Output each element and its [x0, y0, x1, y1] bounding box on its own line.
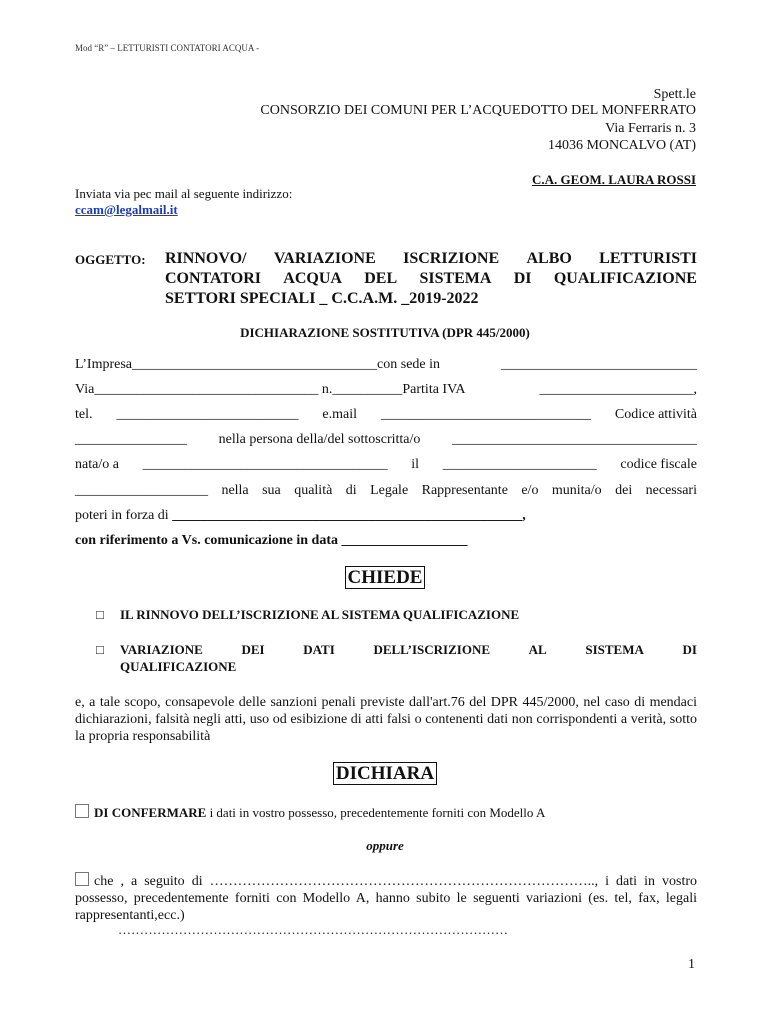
form-line-qualita	[75, 483, 697, 499]
oggetto-word: ACQUA	[283, 270, 342, 287]
pec-label: Inviata via pec mail al seguente indirizzo:	[75, 186, 293, 201]
dichiara-heading: DICHIARA	[333, 762, 437, 785]
qualita-word: nella	[221, 483, 249, 498]
qualita-word: sua	[262, 483, 281, 498]
consapevole-paragraph: e, a tale scopo, consapevole delle sanzioni penali previste dall'art.76 del DPR 445/2000, nel caso di mendaci dichiarazioni, falsità negli atti, uso od esibizione di atti falsi o contenenti dati non corrispondenti a verità, sotto la propria responsabilità	[75, 695, 697, 744]
variazione-word: DEI	[241, 642, 265, 657]
piva-field[interactable]: ______________________,	[539, 382, 697, 397]
checkbox-icon[interactable]	[75, 804, 89, 818]
form-line-impresa	[75, 357, 697, 373]
nato-label: nata/o a	[75, 457, 119, 472]
codice-fiscale-field[interactable]: ___________________	[75, 483, 208, 498]
oggetto-word: DEL	[364, 270, 398, 287]
form-line-nato	[75, 457, 697, 473]
poteri-field[interactable]: __________________________________________________,	[172, 508, 526, 523]
tel-label: tel.	[75, 407, 93, 422]
oggetto-line-3: SETTORI SPECIALI _ C.C.A.M. _2019-2022	[165, 290, 479, 307]
recipient-salutation: Spett.le	[653, 87, 696, 102]
form-line-persona	[75, 432, 697, 448]
page-number: 1	[688, 957, 695, 972]
recipient-street: Via Ferraris n. 3	[605, 121, 696, 136]
confermare-bold: DI CONFERMARE	[94, 805, 207, 820]
declaration-title: DICHIARAZIONE SOSTITUTIVA (DPR 445/2000)	[240, 325, 530, 340]
oggetto-word: QUALIFICAZIONE	[553, 270, 697, 287]
pec-email-link[interactable]: ccam@legalmail.it	[75, 202, 178, 217]
via-label: Via	[75, 382, 95, 397]
form-line-riferimento	[75, 533, 468, 549]
qualita-word: Rappresentante	[421, 483, 508, 498]
recipient-name: CONSORZIO DEI COMUNI PER L’ACQUEDOTTO DEL MONFERRATO	[260, 103, 696, 118]
qualita-word: munita/o	[551, 483, 602, 498]
impresa-field[interactable]: ___________________________________	[132, 357, 378, 372]
oggetto-label: OGGETTO:	[75, 252, 146, 267]
il-label: il	[411, 457, 420, 472]
nato-field[interactable]: ___________________________________	[142, 457, 388, 472]
checkbox-icon[interactable]	[75, 872, 89, 886]
chiede-option-variazione[interactable]	[96, 642, 104, 658]
variazione-word: DI	[682, 642, 697, 657]
persona-label: nella persona della/del sottoscritta/o	[218, 432, 421, 447]
email-field[interactable]: ______________________________	[380, 407, 591, 422]
oggetto-word: DI	[513, 270, 532, 287]
variazioni-dots-line[interactable]: ………………………………………………………………………………	[118, 922, 508, 937]
oggetto-word: RINNOVO/	[165, 250, 247, 267]
oggetto-line-2	[165, 270, 697, 288]
sede-field[interactable]: ____________________________	[501, 357, 697, 372]
oggetto-line-1	[165, 250, 697, 268]
dichiara-heading-wrap	[0, 763, 770, 785]
oggetto-word: LETTURISTI	[599, 250, 697, 267]
form-line-poteri	[75, 508, 526, 524]
variazione-word: DATI	[303, 642, 335, 657]
recipient-city: 14036 MONCALVO (AT)	[547, 138, 696, 153]
riferimento-text: con riferimento a Vs. comunicazione in data	[75, 533, 338, 548]
sede-label: con sede in	[377, 357, 441, 372]
qualita-word: e/o	[521, 483, 539, 498]
qualita-word: Legale	[370, 483, 409, 498]
checkbox-icon[interactable]: □	[96, 607, 104, 622]
oggetto-word: ALBO	[526, 250, 572, 267]
chiede-option-rinnovo-label: IL RINNOVO DELL’ISCRIZIONE AL SISTEMA QUALIFICAZIONE	[120, 607, 520, 622]
il-field[interactable]: ______________________	[442, 457, 597, 472]
confermare-rest: i dati in vostro possesso, precedentemente forniti con Modello A	[209, 805, 546, 820]
poteri-label: poteri in forza di	[75, 508, 169, 523]
oggetto-word: CONTATORI	[165, 270, 262, 287]
tel-field[interactable]: __________________________	[116, 407, 299, 422]
piva-label: Partita IVA	[402, 382, 466, 397]
document-header-note: Mod “R” – LETTURISTI CONTATORI ACQUA -	[75, 43, 260, 53]
variazione-word: VARIAZIONE	[120, 642, 203, 657]
qualita-word: qualità	[294, 483, 333, 498]
chiede-option-rinnovo[interactable]	[96, 607, 104, 623]
email-label: e.mail	[322, 407, 358, 422]
codice-attivita-field[interactable]: ________________	[75, 432, 187, 447]
n-label: n.	[321, 382, 333, 397]
variazione-word: SISTEMA	[585, 642, 644, 657]
variazioni-paragraph	[75, 872, 697, 924]
impresa-label: L’Impresa	[75, 357, 133, 372]
chiede-option-variazione-line2: QUALIFICAZIONE	[120, 659, 237, 674]
chiede-option-variazione-line1	[120, 642, 697, 658]
variazioni-text: che , a seguito di ……………………………………………………………………….., i dati in vostro possesso, precedentemente forniti con Modello A, hanno subito le seguenti variazioni (es. tel, fax, legali rappresentanti,ecc.)	[75, 874, 697, 923]
codice-attivita-label: Codice attività	[614, 407, 697, 422]
form-line-via	[75, 382, 697, 398]
codice-fiscale-label: codice fiscale	[620, 457, 697, 472]
chiede-heading: CHIEDE	[345, 566, 426, 589]
recipient-attention: C.A. GEOM. LAURA ROSSI	[532, 172, 696, 187]
riferimento-field[interactable]: __________________	[341, 533, 468, 548]
checkbox-icon[interactable]: □	[96, 642, 104, 657]
oggetto-word: VARIAZIONE	[273, 250, 376, 267]
n-field[interactable]: __________	[332, 382, 403, 397]
oggetto-word: SISTEMA	[419, 270, 492, 287]
variazione-word: AL	[528, 642, 547, 657]
via-field[interactable]: ________________________________	[94, 382, 319, 397]
form-line-tel	[75, 407, 697, 423]
oggetto-word: ISCRIZIONE	[403, 250, 500, 267]
chiede-heading-wrap	[0, 567, 770, 589]
dichiara-confermare	[75, 804, 545, 821]
variazione-word: DELL’ISCRIZIONE	[373, 642, 490, 657]
persona-field[interactable]: ___________________________________	[452, 432, 697, 447]
oppure-label: oppure	[366, 838, 404, 853]
qualita-word: di	[345, 483, 357, 498]
qualita-word: necessari	[645, 483, 697, 498]
qualita-word: dei	[615, 483, 633, 498]
